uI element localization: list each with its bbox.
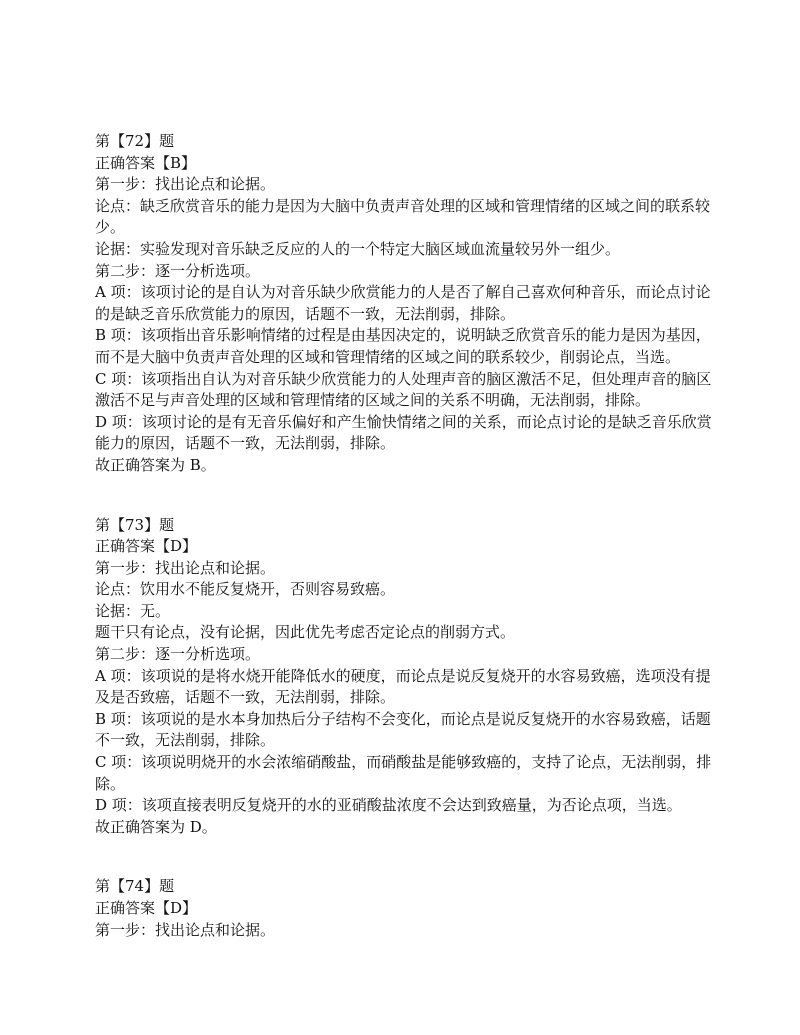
question-72	[95, 131, 715, 477]
explanation-line: C 项：该项说明烧开的水会浓缩硝酸盐，而硝酸盐是能够致癌的，支持了论点，无法削弱，排除。	[95, 753, 712, 793]
explanation-line: 论点：饮用水不能反复烧开，否则容易致癌。	[95, 580, 396, 599]
explanation-line: 论点：缺乏欣赏音乐的能力是因为大脑中负责声音处理的区域和管理情绪的区域之间的联系较少。	[95, 196, 711, 237]
explanation-line: 论据：无。	[95, 601, 171, 620]
question-header: 第【73】题	[95, 515, 175, 534]
explanation-line: 题干只有论点，没有论据，因此优先考虑否定论点的削弱方式。	[95, 623, 516, 642]
explanation-line: 第一步：找出论点和论据。	[95, 175, 276, 194]
explanation-line: A 项：该项讨论的是自认为对音乐缺少欣赏能力的人是否了解自己喜欢何种音乐，而论点讨论的是缺乏音乐欣赏能力的原因，话题不一致，无法削弱，排除。	[95, 283, 711, 323]
explanation-line: B 项：该项指出音乐影响情绪的过程是由基因决定的，说明缺乏欣赏音乐的能力是因为基因，而不是大脑中负责声音处理的区域和管理情绪的区域之间的联系较少，削弱论点，当选。	[95, 326, 711, 366]
explanation-line: 故正确答案为 B。	[95, 455, 216, 474]
explanation-line: A 项：该项说的是将水烧开能降低水的硬度，而论点是说反复烧开的水容易致癌，选项没有提及是否致癌，话题不一致，无法削弱，排除。	[95, 666, 711, 707]
explanation-line: 第一步：找出论点和论据。	[95, 558, 276, 577]
explanation-line: 论据：实验发现对音乐缺乏反应的人的一个特定大脑区域血流量较另外一组少。	[95, 239, 621, 258]
correct-answer: 正确答案【D】	[95, 537, 198, 556]
question-header: 第【74】题	[95, 877, 175, 896]
explanation-line: D 项：该项直接表明反复烧开的水的亚硝酸盐浓度不会达到致癌量，为否论点项，当选。	[95, 796, 682, 815]
explanation-line: 故正确答案为 D。	[95, 817, 217, 836]
explanation-line: C 项：该项指出自认为对音乐缺少欣赏能力的人处理声音的脑区激活不足，但处理声音的脑区激活不足与声音处理的区域和管理情绪的区域之间的关系不明确，无法削弱，排除。	[95, 369, 712, 410]
question-header: 第【72】题	[95, 132, 175, 150]
document-page	[95, 131, 715, 941]
explanation-line: 第二步：逐一分析选项。	[95, 261, 261, 280]
correct-answer: 正确答案【D】	[95, 899, 198, 917]
explanation-line: D 项：该项讨论的是有无音乐偏好和产生愉快情绪之间的关系，而论点讨论的是缺乏音乐欣赏能力的原因，话题不一致，无法削弱，排除。	[95, 412, 712, 453]
correct-answer: 正确答案【B】	[95, 153, 197, 172]
explanation-line: 第一步：找出论点和论据。	[95, 920, 276, 939]
question-73	[95, 515, 715, 839]
explanation-line: 第二步：逐一分析选项。	[95, 645, 261, 664]
question-74	[95, 876, 715, 941]
explanation-line: B 项：该项说的是水本身加热后分子结构不会变化，而论点是说反复烧开的水容易致癌，话题不一致，无法削弱，排除。	[95, 709, 711, 750]
